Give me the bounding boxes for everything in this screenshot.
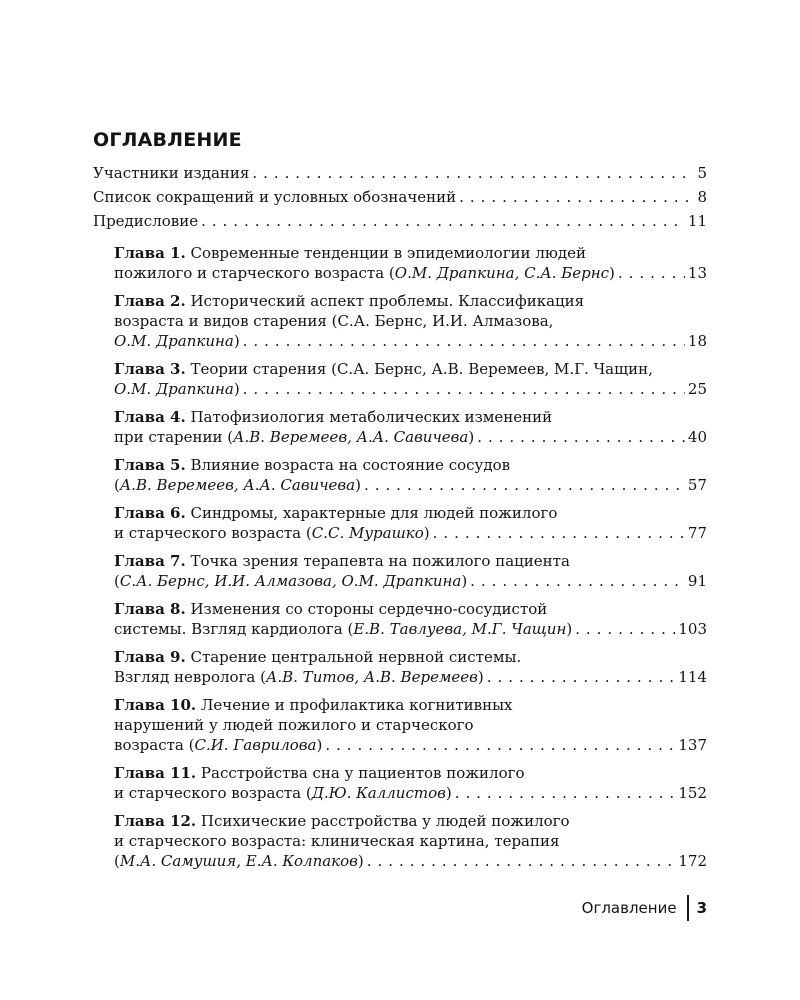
- toc-page-number: 91: [687, 572, 707, 590]
- chapter-number: Глава 10.: [114, 696, 197, 714]
- chapter-last-line-text: [114, 851, 364, 871]
- chapter-number: Глава 7.: [114, 552, 186, 570]
- chapter-title-text: Старение центральной нервной системы.: [190, 648, 522, 666]
- chapter-authors: А.В. Титов, А.В. Веремеев: [266, 668, 478, 686]
- toc-chapter-entry[interactable]: [114, 695, 707, 755]
- chapter-number: Глава 4.: [114, 408, 186, 426]
- toc-chapter-entry[interactable]: [114, 359, 707, 399]
- toc-page-number: 5: [697, 164, 707, 182]
- chapter-title-text: Изменения со стороны сердечно-сосудистой: [190, 600, 548, 618]
- toc-entry-preface[interactable]: [93, 209, 707, 233]
- chapter-last-line: [114, 735, 707, 755]
- chapter-authors: А.В. Веремеев, А.А. Савичева: [119, 476, 356, 494]
- chapter-title-line: [114, 599, 707, 619]
- dot-leader: [459, 185, 694, 209]
- toc-chapter-entry[interactable]: [114, 647, 707, 687]
- running-footer-title: Оглавление: [581, 899, 677, 917]
- dot-leader: [243, 331, 685, 351]
- chapter-title-text: нарушений у людей пожилого и старческого: [114, 716, 474, 734]
- dot-leader: [364, 475, 685, 495]
- dot-leader: [470, 571, 685, 591]
- toc-page-number: 103: [678, 620, 707, 638]
- dot-leader: [455, 783, 676, 803]
- toc-front-matter: [93, 161, 707, 233]
- chapter-last-line: [114, 523, 707, 543]
- chapter-authors: А.В. Веремеев, А.А. Савичева: [233, 428, 469, 446]
- chapter-title-text: Влияние возраста на состояние сосудов: [190, 456, 511, 474]
- chapter-last-line: [114, 263, 707, 283]
- chapter-last-line: [114, 475, 707, 495]
- chapter-last-line-text: [114, 331, 240, 351]
- dot-leader: [325, 735, 675, 755]
- chapter-number: Глава 11.: [114, 764, 197, 782]
- toc-page-number: 152: [678, 784, 707, 802]
- toc-entry-text: Предисловие: [93, 212, 199, 230]
- closing-paren: ): [461, 572, 468, 590]
- toc-entry-text: Список сокращений и условных обозначений: [93, 188, 457, 206]
- chapter-authors: М.А. Самушия, Е.А. Колпаков: [119, 852, 358, 870]
- toc-page-number: 172: [678, 852, 707, 870]
- toc-entry-text: Участники издания: [93, 164, 250, 182]
- chapter-title-text: Взгляд невролога (: [114, 668, 266, 686]
- closing-paren: ): [355, 476, 361, 494]
- chapter-number: Глава 6.: [114, 504, 186, 522]
- closing-paren: ): [357, 852, 364, 870]
- closing-paren: ): [445, 784, 452, 802]
- chapter-last-line: [114, 619, 707, 639]
- toc-page-number: 13: [687, 264, 707, 282]
- toc-chapter-entry[interactable]: [114, 243, 707, 283]
- chapter-title-line: [114, 455, 707, 475]
- dot-leader: [252, 161, 694, 185]
- chapter-title-line: [114, 291, 707, 311]
- chapter-number: Глава 1.: [114, 244, 186, 262]
- chapter-authors: С.А. Бернс, И.И. Алмазова, О.М. Драпкина: [119, 572, 462, 590]
- chapter-title-text: Современные тенденции в эпидемиологии людей: [190, 244, 587, 262]
- chapter-title-text: Лечение и профилактика когнитивных: [200, 696, 513, 714]
- footer-divider: [687, 895, 689, 921]
- dot-leader: [201, 209, 685, 233]
- chapter-title-text: Расстройства сна у пациентов пожилого: [200, 764, 525, 782]
- chapter-title-line: [114, 695, 707, 715]
- toc-page-number: 137: [678, 736, 707, 754]
- chapter-title-line: [114, 551, 707, 571]
- dot-leader: [487, 667, 676, 687]
- chapter-last-line-text: [114, 379, 240, 399]
- chapter-title-text: Исторический аспект проблемы. Классификация: [190, 292, 585, 310]
- toc-page-number: 114: [678, 668, 707, 686]
- chapter-authors: О.М. Драпкина: [114, 332, 234, 350]
- toc-chapter-entry[interactable]: [114, 291, 707, 351]
- chapter-last-line-text: [114, 619, 572, 639]
- toc-page-number: 57: [687, 476, 707, 494]
- chapter-title-text: Патофизиология метаболических изменений: [190, 408, 553, 426]
- chapter-last-line: [114, 783, 707, 803]
- chapter-title-text: Точка зрения терапевта на пожилого пациента: [190, 552, 570, 570]
- chapter-title-line: [114, 763, 707, 783]
- chapter-title-line: [114, 647, 707, 667]
- closing-paren: ): [233, 380, 240, 398]
- chapter-title-text: пожилого и старческого возраста (: [114, 264, 395, 282]
- chapter-last-line: [114, 427, 707, 447]
- chapter-authors: С.И. Гаврилова: [194, 736, 317, 754]
- chapter-last-line-text: [114, 475, 361, 495]
- chapter-title-text: системы. Взгляд кардиолога (: [114, 620, 354, 638]
- chapter-title-text: и старческого возраста (: [114, 784, 312, 802]
- toc-page-number: 11: [687, 212, 707, 230]
- closing-paren: ): [477, 668, 484, 686]
- chapter-last-line: [114, 571, 707, 591]
- chapter-title-line: [114, 359, 707, 379]
- page-footer: [582, 895, 707, 921]
- chapter-number: Глава 12.: [114, 812, 197, 830]
- toc-page-number: 25: [687, 380, 707, 398]
- chapter-number: Глава 2.: [114, 292, 186, 310]
- closing-paren: ): [233, 332, 240, 350]
- chapter-last-line-text: [114, 427, 474, 447]
- chapter-last-line: [114, 667, 707, 687]
- chapter-title-line: [114, 503, 707, 523]
- chapter-title-text: и старческого возраста: клиническая картина, терапия: [114, 832, 560, 850]
- toc-chapter-entry[interactable]: [114, 407, 707, 447]
- toc-chapter-entry[interactable]: [114, 503, 707, 543]
- closing-paren: ): [468, 428, 475, 446]
- chapter-last-line-text: [114, 735, 322, 755]
- chapter-title-line: [114, 311, 707, 331]
- chapter-last-line-text: [114, 667, 484, 687]
- toc-page-number: 8: [697, 188, 707, 206]
- chapter-title-text: Теории старения (С.А. Бернс, А.В. Веремеев, М.Г. Чащин,: [190, 360, 653, 378]
- chapter-authors: О.М. Драпкина: [114, 380, 234, 398]
- chapter-number: Глава 5.: [114, 456, 186, 474]
- chapter-authors: О.М. Драпкина, С.А. Бернс: [394, 264, 610, 282]
- chapter-title-text: (: [114, 852, 120, 870]
- toc-chapters: [93, 243, 707, 871]
- dot-leader: [575, 619, 675, 639]
- chapter-number: Глава 9.: [114, 648, 186, 666]
- page-number: 3: [696, 899, 707, 917]
- chapter-last-line: [114, 331, 707, 351]
- table-of-contents: [93, 161, 707, 879]
- dot-leader: [618, 263, 685, 283]
- chapter-title-line: [114, 811, 707, 831]
- dot-leader: [433, 523, 685, 543]
- chapter-authors: Д.Ю. Каллистов: [311, 784, 446, 802]
- chapter-title-text: возраста (: [114, 736, 195, 754]
- chapter-title-line: [114, 715, 707, 735]
- chapter-last-line-text: [114, 263, 615, 283]
- closing-paren: ): [316, 736, 323, 754]
- chapter-title-text: Синдромы, характерные для людей пожилого: [190, 504, 558, 522]
- chapter-last-line-text: [114, 783, 452, 803]
- page-title: ОГЛАВЛЕНИЕ: [93, 129, 242, 151]
- chapter-title-line: [114, 407, 707, 427]
- chapter-last-line-text: [114, 571, 467, 591]
- chapter-title-text: возраста и видов старения (С.А. Бернс, И.И. Алмазова,: [114, 312, 554, 330]
- chapter-title-line: [114, 243, 707, 263]
- toc-entry-abbreviations[interactable]: [93, 185, 707, 209]
- toc-page-number: 18: [687, 332, 707, 350]
- closing-paren: ): [609, 264, 615, 282]
- chapter-title-text: и старческого возраста (: [114, 524, 312, 542]
- chapter-title-text: при старении (: [114, 428, 234, 446]
- toc-chapter-entry[interactable]: [114, 551, 707, 591]
- chapter-title-text: Психические расстройства у людей пожилого: [200, 812, 570, 830]
- closing-paren: ): [566, 620, 573, 638]
- toc-page-number: 40: [687, 428, 707, 446]
- chapter-authors: Е.В. Тавлуева, М.Г. Чащин: [353, 620, 567, 638]
- chapter-number: Глава 3.: [114, 360, 186, 378]
- toc-chapter-entry[interactable]: [114, 455, 707, 495]
- chapter-number: Глава 8.: [114, 600, 186, 618]
- toc-chapter-entry[interactable]: [114, 599, 707, 639]
- chapter-title-line: [114, 831, 707, 851]
- chapter-title-text: (: [114, 476, 120, 494]
- dot-leader: [477, 427, 685, 447]
- chapter-authors: С.С. Мурашко: [311, 524, 424, 542]
- chapter-last-line: [114, 851, 707, 871]
- chapter-last-line-text: [114, 523, 430, 543]
- chapter-title-text: (: [114, 572, 120, 590]
- dot-leader: [243, 379, 685, 399]
- dot-leader: [367, 851, 676, 871]
- chapter-last-line: [114, 379, 707, 399]
- toc-chapter-entry[interactable]: [114, 763, 707, 803]
- toc-page-number: 77: [687, 524, 707, 542]
- closing-paren: ): [423, 524, 430, 542]
- toc-entry-contributors[interactable]: [93, 161, 707, 185]
- toc-chapter-entry[interactable]: [114, 811, 707, 871]
